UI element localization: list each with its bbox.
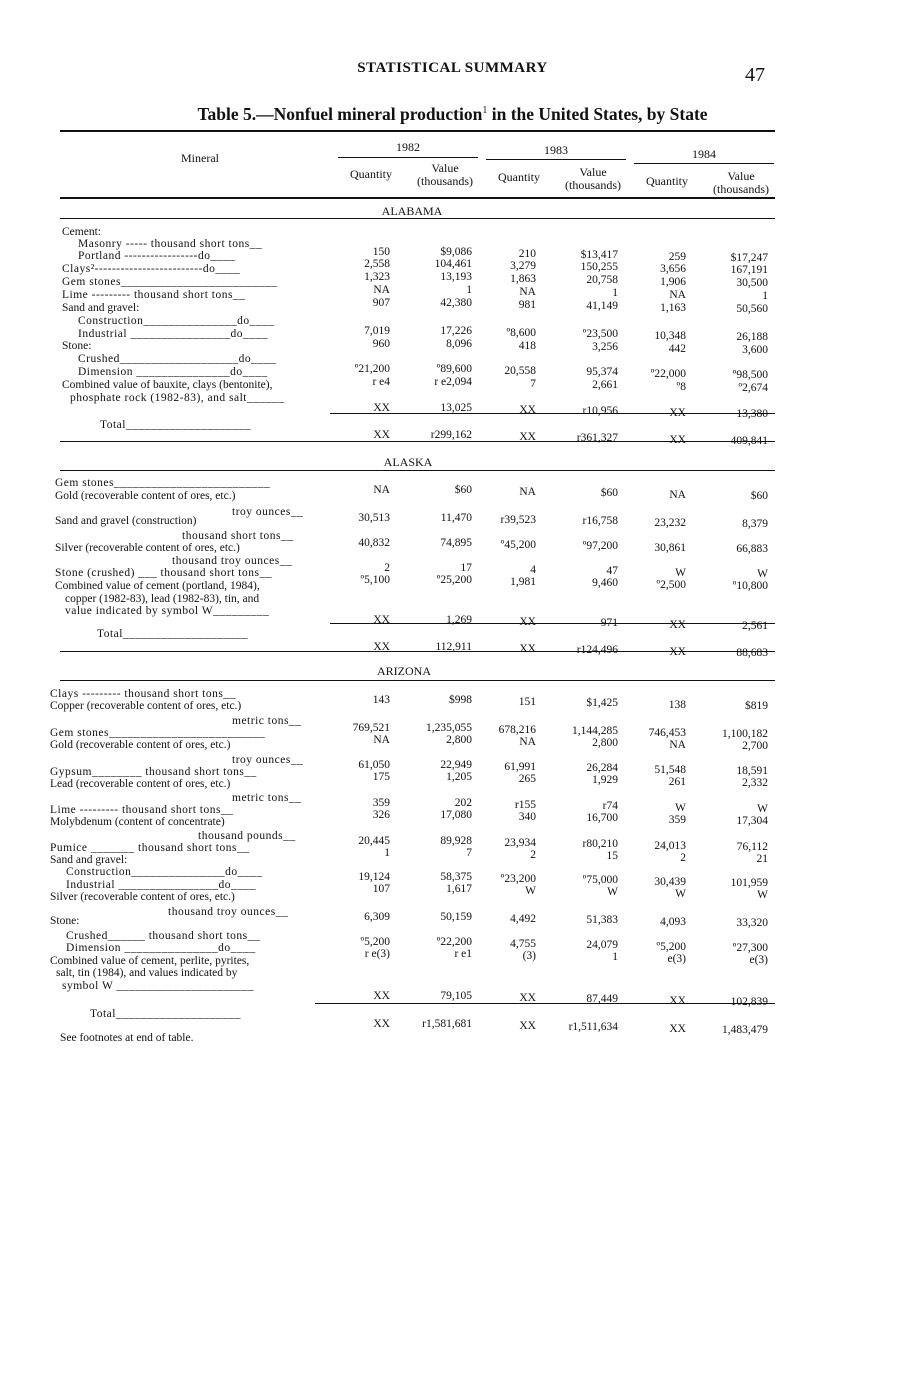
alabama-cell: $13,417 [580, 249, 618, 261]
alaska-cell: 2 [384, 562, 390, 574]
alaska-cell: $60 [454, 484, 472, 496]
row-label-total: Total____________________ [97, 628, 248, 640]
arizona-cell: 326 [372, 809, 390, 821]
arizona-cell: 51,383 [586, 914, 618, 926]
arizona-cell: 17,080 [440, 809, 472, 821]
arizona-cell: W [675, 888, 686, 900]
alabama-cell: 1,323 [364, 271, 390, 283]
header-year-1983: 1983 [544, 143, 568, 157]
alabama-cell: r299,162 [430, 429, 472, 441]
header-value-unit: (thousands) [565, 178, 621, 192]
alabama-cell: º2,674 [738, 382, 768, 394]
alaska-cell: XX [373, 614, 390, 626]
row-label: Stone: [50, 915, 80, 927]
row-label: Gold (recoverable content of ores, etc.) [50, 739, 231, 751]
alaska-cell: 17 [460, 562, 472, 574]
row-label: troy ounces__ [232, 506, 304, 518]
row-label: Clays²-------------------------do____ [62, 263, 241, 275]
row-label-total: Total____________________ [90, 1008, 241, 1020]
header-value-label: Value [727, 169, 755, 183]
alabama-cell: 442 [668, 343, 686, 355]
state-heading-alaska: ALASKA [383, 455, 433, 469]
arizona-cell: 16,700 [586, 812, 618, 824]
arizona-cell: 7 [466, 847, 472, 859]
header-value-unit: (thousands) [713, 182, 769, 196]
alabama-cell: 95,374 [586, 366, 618, 378]
row-label: thousand troy ounces__ [172, 555, 293, 567]
row-label: Industrial ________________do____ [66, 879, 256, 891]
alabama-cell: 2,558 [364, 258, 390, 270]
row-label: Clays --------- thousand short tons__ [50, 688, 236, 700]
arizona-cell: (3) [522, 950, 536, 962]
alabama-cell: 960 [372, 338, 390, 350]
arizona-cell: 79,105 [440, 990, 472, 1002]
alaska-cell: NA [519, 486, 536, 498]
alabama-cell: 418 [518, 340, 536, 352]
arizona-cell: 2 [530, 849, 536, 861]
alabama-cell: NA [519, 286, 536, 298]
row-label: salt, tin (1984), and values indicated by [56, 967, 238, 979]
arizona-cell: 359 [668, 814, 686, 826]
arizona-cell: 746,453 [648, 727, 686, 739]
alabama-cell: º98,500 [732, 369, 768, 381]
alaska-cell: 9,460 [592, 577, 618, 589]
alaska-cell: 47 [606, 565, 618, 577]
alaska-cell: 4 [530, 564, 536, 576]
row-label: thousand pounds__ [198, 830, 296, 842]
header-quantity-1984: Quantity [646, 174, 688, 188]
alabama-cell: 30,500 [736, 277, 768, 289]
alaska-cell: 1,981 [510, 576, 536, 588]
alabama-cell: 167,191 [730, 264, 768, 276]
year-rule-1984 [634, 163, 774, 164]
alaska-cell: º5,100 [360, 574, 390, 586]
arizona-cell: W [525, 885, 536, 897]
alabama-cell: º23,500 [582, 328, 618, 340]
alaska-cell: 2,561 [742, 620, 768, 632]
arizona-cell: W [757, 803, 768, 815]
arizona-cell: 1,100,182 [722, 728, 768, 740]
row-label: Construction_______________do____ [66, 866, 263, 878]
arizona-cell: 359 [372, 797, 390, 809]
arizona-cell: NA [373, 734, 390, 746]
row-label: Combined value of cement (portland, 1984), [55, 580, 260, 592]
alabama-cell: r e2,094 [434, 376, 472, 388]
arizona-cell: 15 [606, 850, 618, 862]
arizona-cell: 261 [668, 776, 686, 788]
row-label: Gem stones_________________________ [50, 727, 266, 739]
arizona-cell: W [757, 889, 768, 901]
alabama-cell: 13,193 [440, 271, 472, 283]
header-value-1984 [702, 170, 780, 196]
arizona-cell: e(3) [667, 953, 686, 965]
arizona-cell: 2 [680, 852, 686, 864]
arizona-cell: XX [373, 1018, 390, 1030]
row-label: Stone (crushed) ___ thousand short tons__ [55, 567, 272, 579]
arizona-cell: 4,093 [660, 916, 686, 928]
alabama-cell: 981 [518, 299, 536, 311]
alaska-cell: 112,911 [435, 641, 472, 653]
row-label: Gypsum________ thousand short tons__ [50, 766, 257, 778]
header-top-rule [60, 130, 775, 132]
alaska-cell: XX [373, 641, 390, 653]
alaska-cell: 11,470 [440, 512, 472, 524]
header-value-1982 [406, 162, 484, 188]
alabama-cell: 150 [372, 246, 390, 258]
arizona-cell: 138 [668, 699, 686, 711]
row-label: Sand and gravel: [62, 302, 140, 314]
alaska-cell: 23,232 [654, 517, 686, 529]
alabama-cell: 259 [668, 251, 686, 263]
arizona-cell: 143 [372, 694, 390, 706]
header-value-1983 [554, 166, 632, 192]
row-label: Silver (recoverable content of ores, etc.) [50, 891, 235, 903]
arizona-cell: 61,050 [358, 759, 390, 771]
alaska-cell: 66,883 [736, 543, 768, 555]
arizona-cell: $1,425 [586, 697, 618, 709]
row-label: Industrial ________________do____ [78, 328, 268, 340]
row-label: Gem stones_________________________ [62, 276, 278, 288]
row-label-total: Total____________________ [100, 419, 251, 431]
alabama-cell: 7,019 [364, 325, 390, 337]
row-label: phosphate rock (1982-83), and salt______ [70, 392, 285, 404]
arizona-cell: 769,521 [352, 722, 390, 734]
alabama-cell: 13,380 [736, 408, 768, 420]
alaska-rule [60, 470, 775, 471]
alaska-cell: W [675, 567, 686, 579]
alabama-cell: 1,906 [660, 276, 686, 288]
arizona-cell: XX [669, 1023, 686, 1035]
alaska-cell: XX [669, 646, 686, 658]
alabama-cell: 8,096 [446, 338, 472, 350]
alabama-cell: 150,255 [580, 261, 618, 273]
arizona-cell: 17,304 [736, 815, 768, 827]
row-label: Gem stones_________________________ [55, 477, 271, 489]
arizona-cell: 30,439 [654, 876, 686, 888]
arizona-cell: NA [669, 739, 686, 751]
arizona-cell: 202 [454, 797, 472, 809]
row-label: Sand and gravel (construction) [55, 515, 197, 527]
arizona-cell: 1,617 [446, 883, 472, 895]
alabama-cell: º21,200 [354, 363, 390, 375]
arizona-cell: 24,013 [654, 840, 686, 852]
arizona-cell: 2,332 [742, 777, 768, 789]
arizona-cell: r e1 [454, 948, 472, 960]
arizona-cell: XX [669, 995, 686, 1007]
alaska-cell: º97,200 [582, 540, 618, 552]
arizona-cell: XX [519, 992, 536, 1004]
row-label: Lime --------- thousand short tons__ [62, 289, 246, 301]
alabama-cell: 26,188 [736, 331, 768, 343]
arizona-cell: 23,934 [504, 837, 536, 849]
arizona-cell: 678,216 [498, 724, 536, 736]
state-heading-arizona: ARIZONA [377, 664, 431, 678]
header-year-1984: 1984 [692, 147, 716, 161]
state-heading-alabama: ALABAMA [381, 204, 443, 218]
alabama-cell: XX [669, 407, 686, 419]
table-title-footnote-mark: 1 [482, 105, 488, 117]
table-title [0, 104, 905, 125]
alabama-cell: r e4 [372, 376, 390, 388]
header-value-unit: (thousands) [417, 174, 473, 188]
alabama-cell: 3,256 [592, 341, 618, 353]
arizona-cell: NA [519, 736, 536, 748]
arizona-cell: $998 [449, 694, 472, 706]
arizona-cell: 87,449 [586, 993, 618, 1005]
alabama-cell: 41,149 [586, 300, 618, 312]
arizona-cell: º5,200 [656, 941, 686, 953]
arizona-rule [60, 680, 775, 681]
arizona-cell: 18,591 [736, 765, 768, 777]
arizona-cell: r155 [514, 799, 536, 811]
alabama-cell: 1 [762, 290, 768, 302]
alaska-cell: NA [373, 484, 390, 496]
alaska-cell: º2,500 [656, 579, 686, 591]
table-title-text: Table 5.—Nonfuel mineral production [197, 104, 483, 124]
arizona-cell: 4,492 [510, 913, 536, 925]
row-label: Gold (recoverable content of ores, etc.) [55, 490, 236, 502]
alaska-cell: º25,200 [436, 574, 472, 586]
row-label: thousand short tons__ [182, 530, 294, 542]
alaska-cell: r124,496 [576, 644, 618, 656]
arizona-cell: 1 [384, 847, 390, 859]
alabama-cell: $17,247 [730, 252, 768, 264]
arizona-cell: 1,144,285 [572, 725, 618, 737]
arizona-cell: 2,800 [446, 734, 472, 746]
arizona-cell: 151 [518, 696, 536, 708]
arizona-cell: º22,200 [436, 936, 472, 948]
arizona-cell: 1,929 [592, 774, 618, 786]
header-value-label: Value [579, 165, 607, 179]
row-label: troy ounces__ [232, 754, 304, 766]
row-label: Stone: [62, 340, 92, 352]
footnote: See footnotes at end of table. [60, 1032, 194, 1044]
arizona-cell: 1 [612, 951, 618, 963]
alabama-cell: XX [519, 404, 536, 416]
arizona-cell: 101,959 [730, 877, 768, 889]
alaska-cell: r16,758 [582, 515, 618, 527]
row-label: Silver (recoverable content of ores, etc.) [55, 542, 240, 554]
alabama-cell: 50,560 [736, 303, 768, 315]
row-label: Construction_______________do____ [78, 315, 275, 327]
table-title-rest: in the United States, by State [487, 104, 708, 124]
row-label: value indicated by symbol W_________ [65, 605, 270, 617]
arizona-cell: º23,200 [500, 873, 536, 885]
header-mineral: Mineral [181, 151, 219, 165]
alabama-cell: º22,000 [650, 368, 686, 380]
row-label: Copper (recoverable content of ores, etc.) [50, 700, 242, 712]
year-rule-1982 [338, 157, 478, 158]
alabama-cell: XX [373, 429, 390, 441]
alaska-cell: 8,379 [742, 518, 768, 530]
alabama-cell: º8,600 [506, 327, 536, 339]
alabama-cell: 3,656 [660, 263, 686, 275]
alabama-cell: XX [373, 402, 390, 414]
arizona-cell: 1,205 [446, 771, 472, 783]
year-rule-1983 [486, 159, 626, 160]
alabama-cell: 210 [518, 248, 536, 260]
arizona-cell: 26,284 [586, 762, 618, 774]
arizona-cell: 107 [372, 883, 390, 895]
alabama-cell: 3,600 [742, 344, 768, 356]
arizona-cell: 102,839 [730, 996, 768, 1008]
alaska-cell: r39,523 [500, 514, 536, 526]
arizona-cell: 1,235,055 [426, 722, 472, 734]
header-year-1982: 1982 [396, 140, 420, 154]
arizona-cell: 33,320 [736, 917, 768, 929]
arizona-cell: 61,991 [504, 761, 536, 773]
arizona-cell: 2,800 [592, 737, 618, 749]
header-quantity-1983: Quantity [498, 170, 540, 184]
alabama-cell: 10,348 [654, 330, 686, 342]
row-label: Lime --------- thousand short tons__ [50, 804, 234, 816]
row-label: metric tons__ [232, 792, 302, 804]
arizona-cell: 4,755 [510, 938, 536, 950]
page-number: 47 [745, 64, 765, 86]
arizona-cell: 21 [756, 853, 768, 865]
arizona-cell: r1,581,681 [422, 1018, 472, 1030]
arizona-cell: W [607, 886, 618, 898]
alabama-cell: r361,327 [576, 432, 618, 444]
arizona-cell: º27,300 [732, 942, 768, 954]
alabama-cell: NA [669, 289, 686, 301]
row-label: Sand and gravel: [50, 854, 128, 866]
row-label: Crushed___________________do____ [78, 353, 277, 365]
header-value-label: Value [431, 161, 459, 175]
arizona-cell: º75,000 [582, 874, 618, 886]
arizona-cell: 51,548 [654, 764, 686, 776]
row-label: thousand troy ounces__ [168, 906, 289, 918]
alaska-cell: º45,200 [500, 539, 536, 551]
alabama-cell: XX [519, 431, 536, 443]
alaska-cell: 88,683 [736, 647, 768, 659]
arizona-cell: 58,375 [440, 871, 472, 883]
running-head: STATISTICAL SUMMARY [357, 60, 548, 76]
arizona-cell: 265 [518, 773, 536, 785]
row-label: Cement: [62, 226, 101, 238]
arizona-cell: r74 [602, 800, 618, 812]
row-label: Crushed______ thousand short tons__ [66, 930, 261, 942]
arizona-cell: $819 [745, 700, 768, 712]
row-label: metric tons__ [232, 715, 302, 727]
alaska-cell: 74,895 [440, 537, 472, 549]
alabama-cell: 409,841 [730, 435, 768, 447]
alabama-cell: 907 [372, 297, 390, 309]
alaska-cell: 1,269 [446, 614, 472, 626]
alabama-cell: 1,163 [660, 302, 686, 314]
arizona-cell: 76,112 [736, 841, 768, 853]
arizona-cell: r1,511,634 [568, 1021, 618, 1033]
arizona-cell: 22,949 [440, 759, 472, 771]
alaska-cell: XX [519, 643, 536, 655]
arizona-cell: º5,200 [360, 936, 390, 948]
arizona-cell: 20,445 [358, 835, 390, 847]
arizona-cell: XX [373, 990, 390, 1002]
alabama-cell: $9,086 [440, 246, 472, 258]
arizona-cell: r80,210 [582, 838, 618, 850]
alabama-cell: º89,600 [436, 363, 472, 375]
alaska-cell: XX [669, 619, 686, 631]
arizona-cell: W [675, 802, 686, 814]
alabama-cell: 20,758 [586, 274, 618, 286]
alabama-cell: 1,863 [510, 273, 536, 285]
alaska-cell: NA [669, 489, 686, 501]
row-label: symbol W ______________________ [62, 980, 255, 992]
arizona-cell: 340 [518, 811, 536, 823]
alabama-cell: 20,558 [504, 365, 536, 377]
row-label: Masonry ----- thousand short tons__ [78, 238, 263, 250]
alabama-cell: r10,956 [582, 405, 618, 417]
alaska-cell: º10,800 [732, 580, 768, 592]
row-label: copper (1982-83), lead (1982-83), tin, and [65, 593, 260, 605]
arizona-cell: r e(3) [364, 948, 390, 960]
alaska-cell: W [757, 568, 768, 580]
arizona-cell: XX [519, 1020, 536, 1032]
alabama-cell: 104,461 [434, 258, 472, 270]
alabama-cell: 2,661 [592, 379, 618, 391]
arizona-cell: 24,079 [586, 939, 618, 951]
alabama-cell: 13,025 [440, 402, 472, 414]
alabama-cell: 7 [530, 378, 536, 390]
alabama-cell: 3,279 [510, 260, 536, 272]
alabama-rule [60, 218, 775, 219]
arizona-cell: 2,700 [742, 740, 768, 752]
alabama-cell: º8 [676, 381, 686, 393]
row-label: Combined value of cement, perlite, pyrites, [50, 955, 250, 967]
alabama-cell: 17,226 [440, 325, 472, 337]
arizona-cell: 6,309 [364, 911, 390, 923]
alaska-cell: 971 [600, 617, 618, 629]
arizona-cell: 50,159 [440, 911, 472, 923]
row-label: Dimension _______________do____ [78, 366, 268, 378]
row-label: Portland -----------------do____ [78, 250, 236, 262]
arizona-cell: e(3) [749, 954, 768, 966]
row-label: Lead (recoverable content of ores, etc.) [50, 778, 231, 790]
arizona-cell: 1,483,479 [722, 1024, 768, 1036]
alabama-cell: NA [373, 284, 390, 296]
alabama-cell: 42,380 [440, 297, 472, 309]
alaska-cell: 30,513 [358, 512, 390, 524]
arizona-cell: 19,124 [358, 871, 390, 883]
alabama-cell: 1 [612, 287, 618, 299]
alaska-cell: $60 [750, 490, 768, 502]
arizona-cell: 89,928 [440, 835, 472, 847]
row-label: Pumice _______ thousand short tons__ [50, 842, 250, 854]
alabama-cell: 1 [466, 284, 472, 296]
alaska-cell: 30,861 [654, 542, 686, 554]
header-quantity-1982: Quantity [350, 167, 392, 181]
alabama-cell: XX [669, 434, 686, 446]
header-bottom-rule [60, 197, 775, 199]
alaska-cell: $60 [600, 487, 618, 499]
arizona-cell: 175 [372, 771, 390, 783]
row-label: Molybdenum (content of concentrate) [50, 816, 225, 828]
alaska-cell: 40,832 [358, 537, 390, 549]
row-label: Dimension _______________do____ [66, 942, 256, 954]
alaska-cell: XX [519, 616, 536, 628]
row-label: Combined value of bauxite, clays (bentonite), [62, 379, 273, 391]
